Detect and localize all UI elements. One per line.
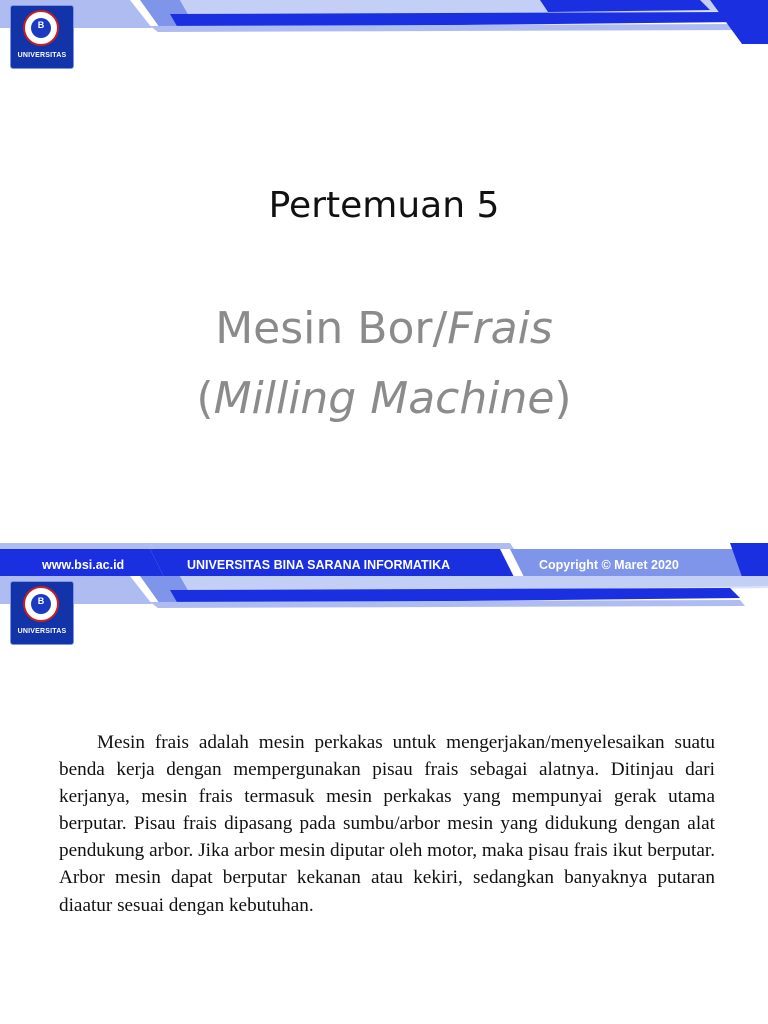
paren-open: ( xyxy=(196,373,214,424)
footer-copyright: Copyright © Maret 2020 xyxy=(539,558,679,572)
university-logo xyxy=(10,5,74,69)
logo-label: UNIVERSITAS xyxy=(17,628,67,635)
footer-university: UNIVERSITAS BINA SARANA INFORMATIKA xyxy=(187,558,451,572)
topic-line-2 xyxy=(0,373,768,424)
body-paragraph: Mesin frais adalah mesin perkakas untuk mengerjakan/menyelesaikan suatu benda kerja dengan mempergunakan pisau frais sebagai alatnya. Ditinjau dari kerjanya, mesin frais termasuk mesin perkakas yang mempunyai gerak utama berputar. Pisau frais dipasang pada sumbu/arbor mesin yang didukung dengan alat pendukung arbor. Jika arbor mesin diputar oleh motor, maka pisau frais ikut berputar. Arbor mesin dapat berputar kekanan atau kekiri, sedangkan banyaknya putaran diaatur sesuai dengan kebutuhan. xyxy=(59,732,715,916)
topic-text: Mesin Bor/ xyxy=(215,303,448,354)
logo-label: UNIVERSITAS xyxy=(17,52,67,59)
topic-italic: Frais xyxy=(447,303,553,354)
paren-close: ) xyxy=(554,373,572,424)
seal-icon: B xyxy=(23,10,59,46)
topic-english: Milling Machine xyxy=(213,373,555,424)
header-band xyxy=(0,576,768,628)
meeting-title: Pertemuan 5 xyxy=(268,185,500,226)
footer-website: www.bsi.ac.id xyxy=(42,558,125,572)
university-logo xyxy=(10,581,74,645)
topic-line-1 xyxy=(0,303,768,354)
header-band xyxy=(0,0,768,52)
seal-icon: B xyxy=(23,586,59,622)
